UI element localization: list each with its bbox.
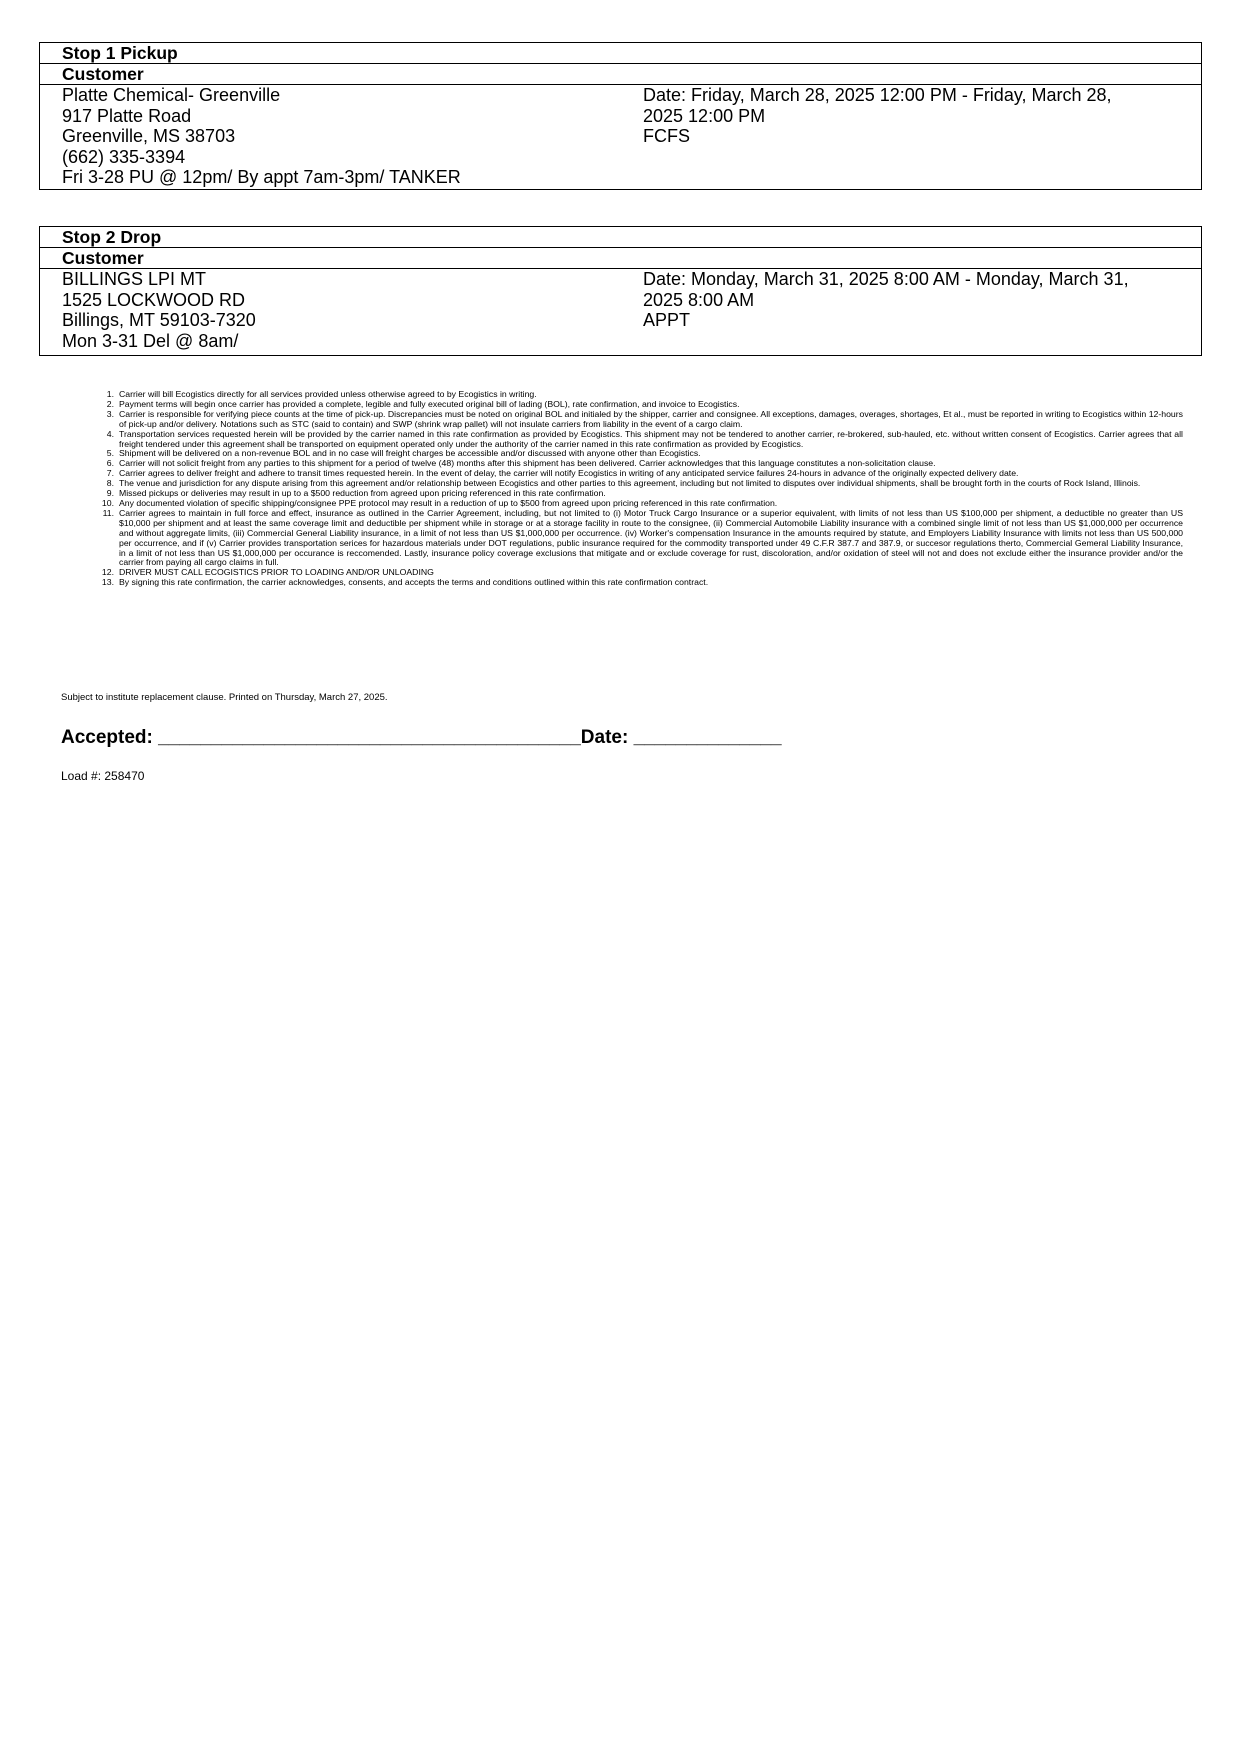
term-text: Any documented violation of specific shipping/consignee PPE protocol may result in a reduction of up to $500 from agreed upon pricing referenced in this rate confirmation.	[119, 497, 778, 508]
term-number: 3.	[106, 408, 114, 419]
term-number: 13.	[101, 577, 114, 588]
term-item	[96, 509, 1183, 568]
term-number: 8.	[106, 478, 114, 489]
term-number: 11.	[102, 507, 114, 518]
term-item	[96, 578, 1183, 588]
term-number: 6.	[106, 458, 114, 469]
term-number: 2.	[106, 398, 114, 409]
customer-city-state-zip: Billings, MT 59103-7320	[62, 310, 256, 330]
term-text: Missed pickups or deliveries may result in up to a $500 reduction from agreed upon pricing referenced in this rate confirmation.	[119, 488, 606, 499]
customer-street: 1525 LOCKWOOD RD	[62, 289, 246, 310]
customer-address-block	[62, 269, 622, 351]
stop-note: Mon 3-31 Del @ 8am/	[62, 330, 239, 351]
appointment-type: FCFS	[643, 126, 690, 146]
stop-title: Stop 1 Pickup	[40, 43, 1201, 64]
appointment-date-line-2: 2025 12:00 PM	[643, 105, 766, 126]
appointment-block	[643, 269, 1163, 331]
load-number: Load #: 258470	[61, 769, 145, 783]
customer-phone: (662) 335-3394	[62, 146, 186, 167]
stop-2-drop-section	[39, 226, 1202, 356]
stop-1-pickup-section	[39, 42, 1202, 190]
customer-name: BILLINGS LPI MT	[62, 269, 207, 289]
appointment-date-line-2: 2025 8:00 AM	[643, 289, 755, 310]
customer-label: Customer	[40, 64, 1201, 85]
accepted-signature-line: Accepted: ________________________________________Date: ______________	[61, 727, 782, 748]
customer-city-state-zip: Greenville, MS 38703	[62, 126, 236, 146]
term-number: 10.	[101, 497, 114, 508]
customer-label: Customer	[40, 248, 1201, 269]
terms-and-conditions-list	[96, 390, 1183, 588]
term-text: By signing this rate confirmation, the carrier acknowledges, consents, and accepts the terms and conditions outlined within this rate confirmation contract.	[119, 577, 709, 588]
printed-note: Subject to institute replacement clause. Printed on Thursday, March 27, 2025.	[61, 692, 388, 703]
customer-address-block	[62, 85, 622, 188]
term-text: The venue and jurisdiction for any dispute arising from this agreement and/or relationship between Ecogistics and other parties to this agreement, including but not limited to disputes over individual shipments, shall be brought forth in the courts of Rock Island, Illinois.	[119, 478, 1141, 489]
term-text: Carrier agrees to deliver freight and adhere to transit times requested herein. In the event of delay, the carrier will notify Ecogistics in writing of any anticipated service failures 24-hours in advance of the originally expected delivery date.	[119, 468, 1019, 479]
term-number: 9.	[106, 488, 114, 499]
term-text: Transportation services requested herein will be provided by the carrier named in this rate confirmation as provided by Ecogistics. This shipment may not be tendered to another carrier, re-brokered, sub-hauled, etc. without written consent of Ecogistics. Carrier agrees that all freight tendered under this agreement shall be transported on equipment operated only under the authority of the carrier named in this rate confirmation as provided by Ecogistics.	[119, 428, 1183, 449]
stop-title: Stop 2 Drop	[40, 227, 1201, 248]
term-text: Carrier is responsible for verifying piece counts at the time of pick-up. Discrepancies must be noted on original BOL and initialed by the shipper, carrier and consignee. All exceptions, damages, overages, shortages, Et al., must be reported in writing to Ecogistics within 12-hours of pick-up and/or delivery. Notations such as STC (said to contain) and SWP (shrink wrap pallet) will not insulate carriers from liability in the event of a cargo claim.	[119, 408, 1183, 429]
term-text: Shipment will be delivered on a non-revenue BOL and in no case will freight charges be accessible and/or discussed with anyone other than Ecogistics.	[119, 448, 701, 459]
term-number: 7.	[106, 468, 114, 479]
term-text: Carrier agrees to maintain in full force and effect, insurance as outlined in the Carrier Agreement, including, but not limited to (i) Motor Truck Cargo Insurance or a superior equivalent, with limits of not less than US $100,000 per shipment, a deductible no greater than US $10,000 per shipment and at least the same coverage limit and deductible per shipment while in storage or at a storage facility in route to the consignee, (ii) Commercial Automobile Liability insurance with a combined single limit of not less than US $1,000,000 per occurrence and without aggregate limits, (iii) Commercial General Liability insurance, in a limit of not less than US $1,000,000 per occurrence. (iv) Worker's compensation Insurance in the amounts required by statute, and Employers Liability Insurance with limits not less than US 500,000 per occurrence, and if (v) Carrier provides transportation serices for hazardous materials under DOT regulations, public insurance required for the commodity transported under 49 C.F.R 387.7 and 387.9, or succesor regulations therto, Commercial Gemeral Liability Insurance, in a limit of not less than US $1,000,000 per occurance is reccomended. Lastly, insurance policy coverage exclusions that mitigate and or exclude coverage for rust, discoloration, and/or oxidation of steel will not and does not exclude either the insurance provider and/or the carrier from paying all cargo claims in full.	[119, 507, 1183, 568]
term-item	[96, 410, 1183, 430]
term-number: 12.	[101, 567, 114, 578]
term-text: Payment terms will begin once carrier has provided a complete, legible and fully executed original bill of lading (BOL), rate confirmation, and invoice to Ecogistics.	[119, 398, 740, 409]
term-item	[96, 430, 1183, 450]
stop-details	[40, 269, 1201, 351]
customer-street: 917 Platte Road	[62, 105, 192, 126]
customer-name: Platte Chemical- Greenville	[62, 85, 281, 105]
appointment-date-line-1: Date: Monday, March 31, 2025 8:00 AM - Monday, March 31,	[643, 269, 1129, 289]
appointment-date-line-1: Date: Friday, March 28, 2025 12:00 PM - Friday, March 28,	[643, 85, 1112, 105]
term-text: DRIVER MUST CALL ECOGISTICS PRIOR TO LOADING AND/OR UNLOADING	[119, 567, 434, 578]
term-text: Carrier will not solicit freight from any parties to this shipment for a period of twelve (48) months after this shipment has been delivered. Carrier acknowledges that this language constitutes a non-solicitation clause.	[119, 458, 936, 469]
appointment-type: APPT	[643, 310, 691, 330]
term-number: 1.	[106, 389, 114, 399]
stop-details	[40, 85, 1201, 188]
term-number: 4.	[106, 428, 114, 439]
appointment-block	[643, 85, 1163, 147]
term-text: Carrier will bill Ecogistics directly for all services provided unless otherwise agreed to by Ecogistics in writing.	[119, 389, 537, 399]
term-number: 5.	[106, 448, 114, 459]
stop-note: Fri 3-28 PU @ 12pm/ By appt 7am-3pm/ TANKER	[62, 167, 461, 187]
